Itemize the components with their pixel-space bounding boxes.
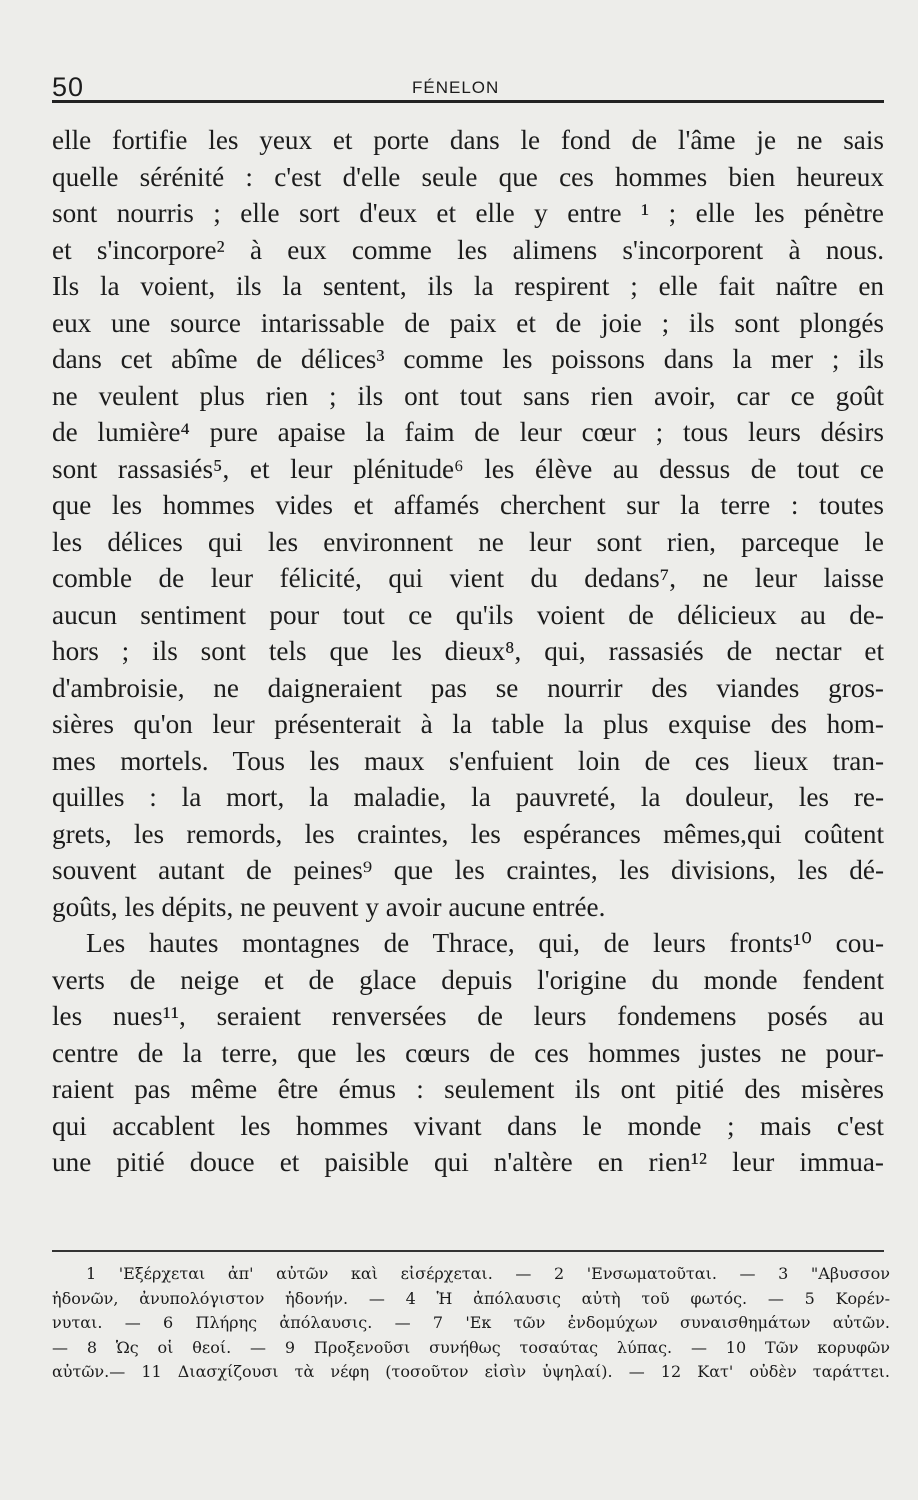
text-line: et s'incorpore² à eux comme les alimens s'incorporent à nous. [52,234,884,265]
footnote-line: — 8 Ὡς οἱ θεοί. — 9 Προξενοῦσι συνήθως τοσαύτας λύπας. — 10 Τῶν κορυφῶν [52,1337,890,1357]
text-line: raient pas même être émus : seulement ils ont pitié des misères [52,1074,884,1104]
text-line: les délices qui les environnent ne leur sont rien, parceque le [52,526,884,557]
footnote-line: ἡδονῶν, ἀνυπολόγιστον ἡδονήν. — 4 Ἡ ἀπόλαυσις αὐτὴ τοῦ φωτός. — 5 Κορέν- [52,1288,890,1308]
text-line: d'ambroisie, ne daigneraient pas se nourrir des viandes gros- [52,672,884,703]
body-text [52,122,884,1181]
page-header [52,70,884,102]
text-line: dans cet abîme de délices³ comme les poissons dans la mer ; ils [52,344,884,374]
text-line: sont rassasiés⁵, et leur plénitude⁶ les élève au dessus de tout ce [52,453,884,484]
text-line: les nues¹¹, seraient renversées de leurs fondemens posés au [52,1001,884,1031]
text-line: aucun sentiment pour tout ce qu'ils voient de délicieux au de- [52,599,884,630]
text-line: grets, les remords, les craintes, les espérances mêmes,qui coûtent [52,818,884,849]
footnote-line: νυται. — 6 Πλήρης ἀπόλαυσις. — 7 'Εκ τῶν ἐνδομύχων συναισθημάτων αὐτῶν. [52,1313,890,1332]
text-line: centre de la terre, que les cœurs de ces hommes justes ne pour- [52,1037,884,1068]
footnote-rule [52,1250,884,1252]
text-line: que les hommes vides et affamés cherchent sur la terre : toutes [52,490,884,520]
page-number: 50 [52,72,85,102]
text-line: une pitié douce et paisible qui n'altère en rien¹² leur immua- [52,1147,884,1177]
text-line: comble de leur félicité, qui vient du dedans⁷, ne leur laisse [52,563,884,593]
text-line: hors ; ils sont tels que les dieux⁸, qui, rassasiés de nectar et [52,636,884,666]
running-title: FÉNELON [412,78,500,97]
text-line: eux une source intarissable de paix et de joie ; ils sont plongés [52,307,884,338]
text-line: ne veulent plus rien ; ils ont tout sans rien avoir, car ce goût [52,380,884,411]
paragraph-start-line: Les hautes montagnes de Thrace, qui, de leurs fronts¹⁰ cou- [86,928,884,958]
footnote-line: 1 'Εξέρχεται ἀπ' αὐτῶν καὶ εἰσέρχεται. — 2 'Ενσωματοῦται. — 3 "Αβυσσον [86,1264,890,1283]
paragraph-end-line: goûts, les dépits, ne peuvent y avoir aucune entrée. [52,891,606,922]
text-line: elle fortifie les yeux et porte dans le fond de l'âme je ne sais [52,125,884,155]
text-line: mes mortels. Tous les maux s'enfuient loin de ces lieux tran- [52,745,884,776]
text-line: souvent autant de peines⁹ que les craintes, les divisions, les dé- [52,855,884,885]
text-line: sont nourris ; elle sort d'eux et elle y entre ¹ ; elle les pénètre [52,198,884,228]
text-line: de lumière⁴ pure apaise la faim de leur cœur ; tous leurs désirs [52,417,884,447]
footnotes [52,1262,890,1385]
text-line: Ils la voient, ils la sentent, ils la respirent ; elle fait naître en [52,271,884,301]
footnote-line: αὐτῶν.— 11 Διασχίζουσι τὰ νέφη (τοσοῦτον εἰσὶν ὑψηλαί). — 12 Κατ' οὐδὲν ταράττει. [52,1362,890,1381]
text-line: verts de neige et de glace depuis l'origine du monde fendent [52,964,884,995]
header-rule [52,100,884,103]
text-line: quelle sérénité : c'est d'elle seule que ces hommes bien heureux [52,161,884,192]
text-line: quilles : la mort, la maladie, la pauvreté, la douleur, les re- [52,782,884,812]
text-line: sières qu'on leur présenterait à la table la plus exquise des hom- [52,709,884,739]
text-line: qui accablent les hommes vivant dans le monde ; mais c'est [52,1110,884,1141]
